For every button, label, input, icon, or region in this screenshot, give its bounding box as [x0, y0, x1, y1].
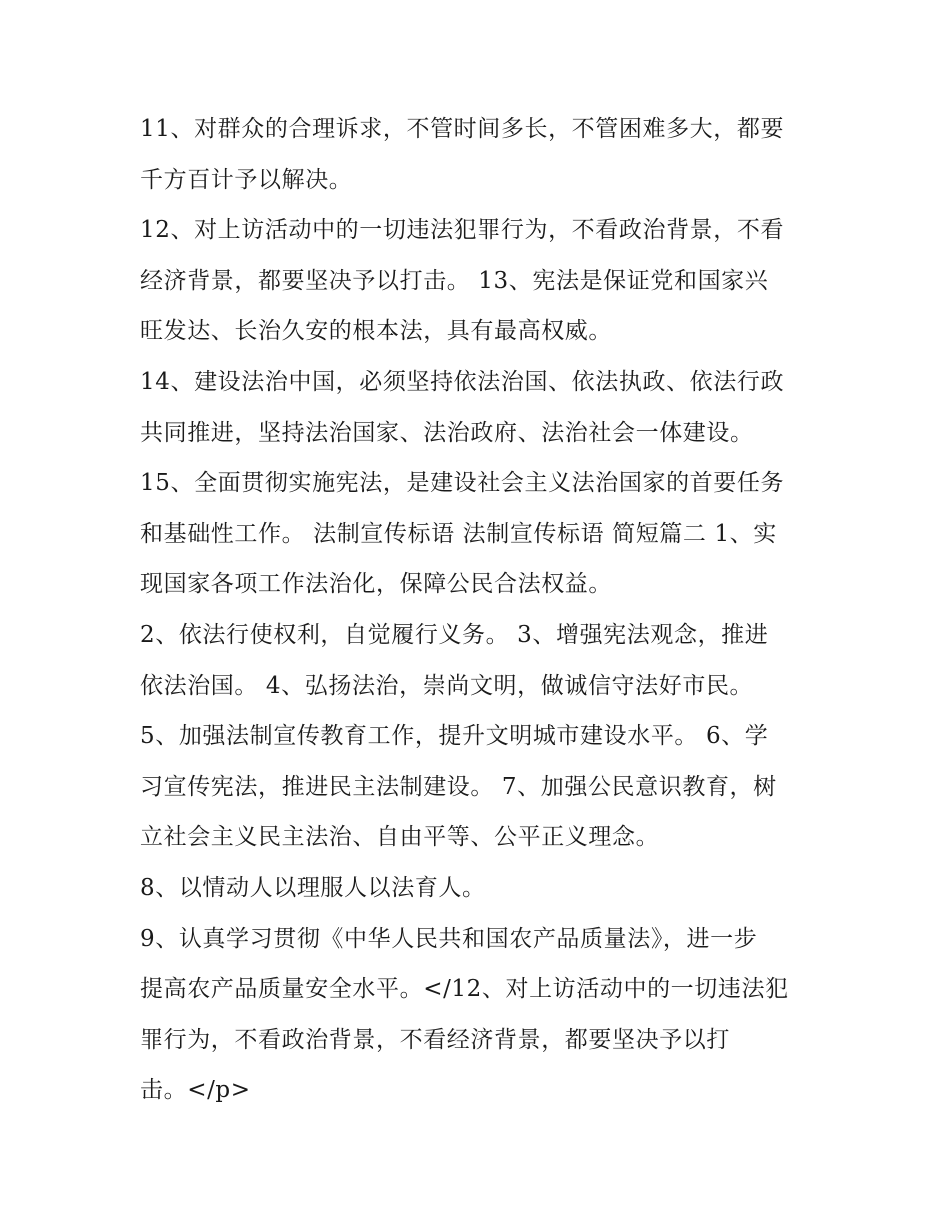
text-line: 经济背景，都要坚决予以打击。 13、宪法是保证党和国家兴: [140, 267, 769, 294]
text-line: 15、全面贯彻实施宪法，是建设社会主义法治国家的首要任务: [140, 470, 785, 497]
text-line: 击。</p>: [140, 1077, 251, 1104]
paragraph-5-7: [140, 711, 820, 863]
paragraph-12-13: [140, 205, 820, 357]
text-line: 提高农产品质量安全水平。</12、对上访活动中的一切违法犯: [140, 976, 789, 1003]
text-line: 立社会主义民主法治、自由平等、公平正义理念。: [140, 824, 660, 851]
paragraph-15: [140, 458, 820, 610]
text-line: 2、依法行使权利，自觉履行义务。 3、增强宪法观念，推进: [140, 621, 769, 648]
document-body: [140, 104, 820, 1116]
text-line: 习宣传宪法，推进民主法制建设。 7、加强公民意识教育，树: [140, 773, 777, 800]
text-line: 11、对群众的合理诉求，不管时间多长，不管困难多大，都要: [140, 116, 785, 142]
text-line: 和基础性工作。 法制宣传标语 法制宣传标语 简短篇二 1、实: [140, 520, 777, 547]
text-line: 8、以情动人以理服人以法育人。: [140, 874, 486, 901]
text-line: 千方百计予以解决。: [140, 166, 353, 193]
text-line: 14、建设法治中国，必须坚持依法治国、依法执政、依法行政: [140, 368, 785, 395]
text-line: 12、对上访活动中的一切违法犯罪行为，不看政治背景，不看: [140, 217, 785, 244]
paragraph-14: [140, 357, 820, 458]
text-line: 依法治国。 4、弘扬法治，崇尚文明，做诚信守法好市民。: [140, 672, 754, 699]
text-line: 现国家各项工作法治化，保障公民合法权益。: [140, 571, 612, 598]
paragraph-2-4: [140, 610, 820, 711]
text-line: 旺发达、长治久安的根本法，具有最高权威。: [140, 318, 612, 345]
text-line: 罪行为，不看政治背景，不看经济背景，都要坚决予以打: [140, 1026, 730, 1053]
paragraph-9: [140, 914, 820, 1116]
text-line: 共同推进，坚持法治国家、法治政府、法治社会一体建设。: [140, 419, 754, 446]
paragraph-8: [140, 863, 820, 914]
paragraph-11: [140, 104, 820, 205]
text-line: 5、加强法制宣传教育工作，提升文明城市建设水平。 6、学: [140, 723, 769, 750]
text-line: 9、认真学习贯彻《中华人民共和国农产品质量法》，进一步: [140, 925, 758, 952]
